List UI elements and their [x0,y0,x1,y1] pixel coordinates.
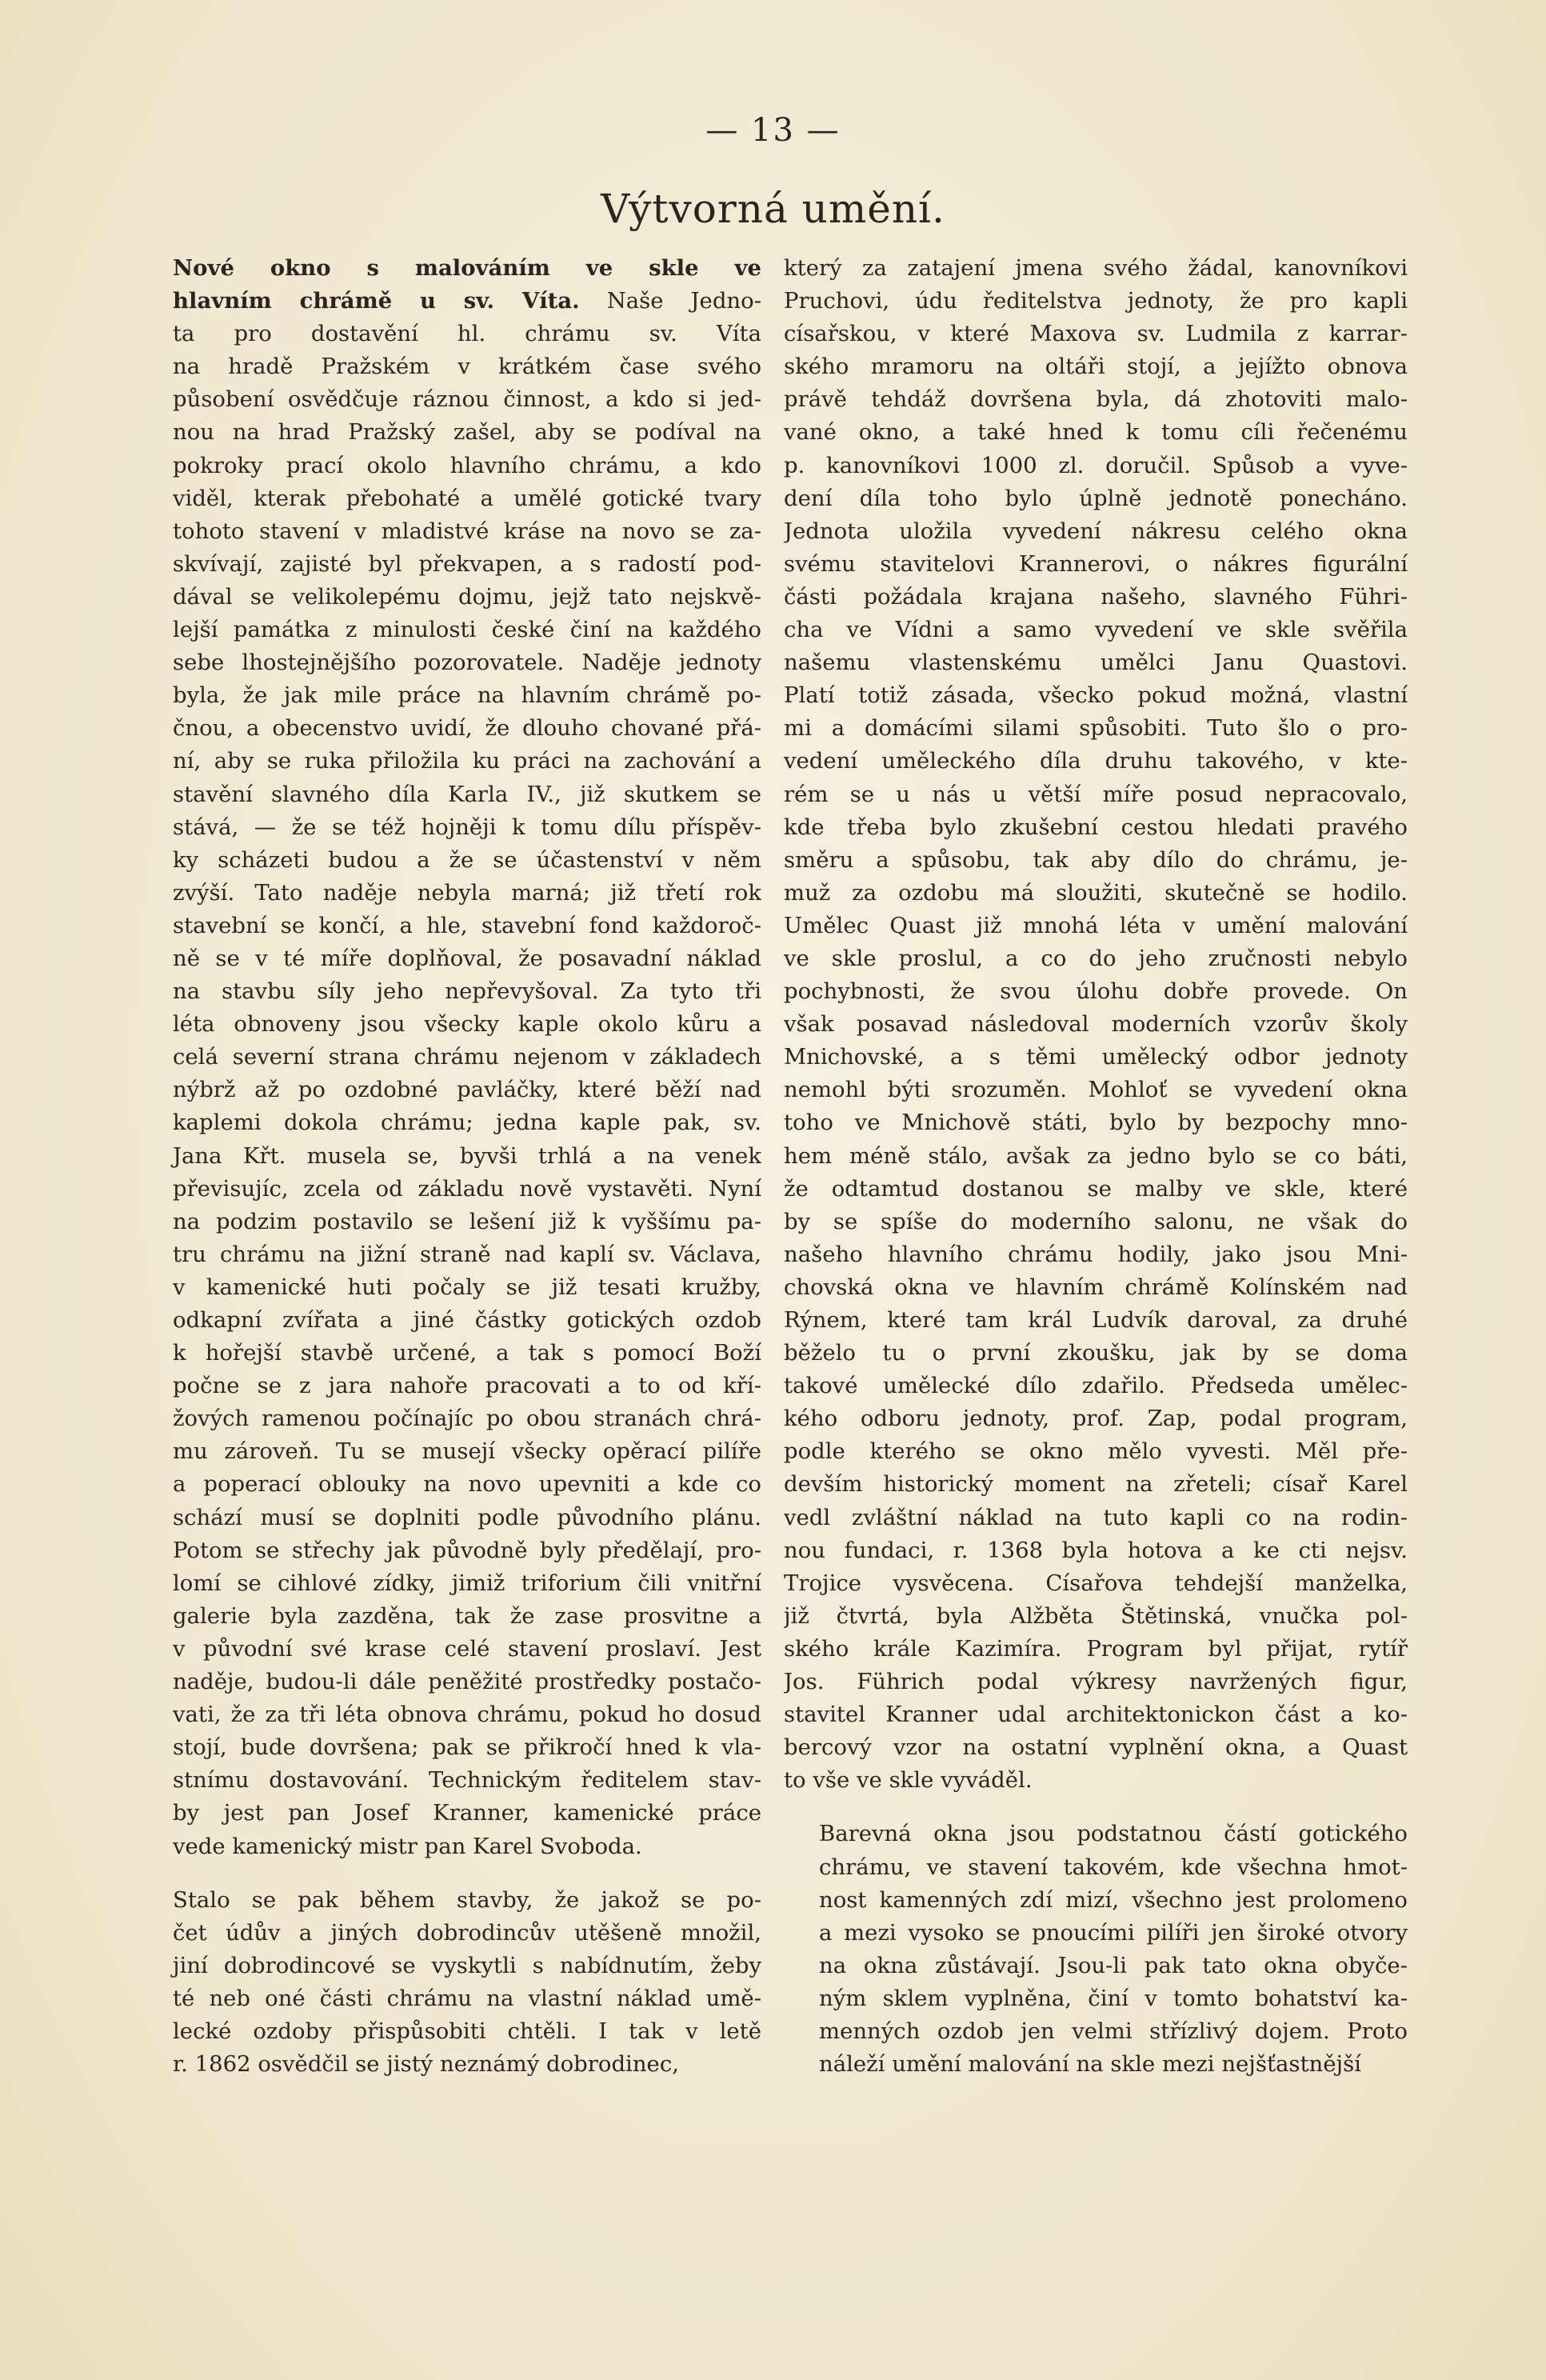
text-line: působení osvědčuje ráznou činnost, a kdo si jed- [173,386,761,413]
text-line: odkapní zvířata a jiné částky gotických ozdob [173,1307,761,1333]
text-line: nou fundaci, r. 1368 byla hotova a ke cti nejsv. [784,1537,1408,1563]
page-number: — 13 — [705,112,841,149]
text-line: hem méně stálo, avšak za jedno bylo se co báti, [784,1142,1408,1169]
text-line: cha ve Vídni a samo vyvedení ve skle svěřila [784,617,1408,643]
text-line: Jos. Führich podal výkresy navržených figur, [784,1669,1408,1695]
text-line: náleží umění malování na skle mezi nejšťastnější [819,2051,1361,2078]
text-line: nost kamenných zdí mizí, všechno jest prolomeno [819,1886,1408,1913]
text-line: našemu vlastenskému umělci Janu Quastovi. [784,650,1408,676]
text-line: vedl zvláštní náklad na tuto kapli co na rodin- [784,1504,1408,1530]
text-line: ta pro dostavění hl. chrámu sv. Víta [173,321,761,347]
text-line: Rýnem, které tam král Ludvík daroval, za druhé [784,1307,1408,1333]
text-line: menných ozdob jen velmi střízlivý dojem. Proto [819,2018,1408,2044]
text-line: ve skle proslul, a co do jeho zručnosti nebylo [784,945,1408,971]
text-line: Potom se střechy jak původně byly předělají, pro- [173,1537,761,1563]
text-line: to vše ve skle vyváděl. [784,1767,1033,1794]
text-line: v kamenické huti počaly se již tesati kružby, [173,1274,761,1300]
text-line: převisujíc, zcela od základu nově vystavěti. Nyní [173,1175,761,1202]
text-line: a poperací oblouky na novo upevniti a kde co [173,1471,761,1498]
text-line: schází musí se doplniti podle původního plánu. [173,1504,761,1530]
text-line: pokroky prací okolo hlavního chrámu, a kdo [173,452,761,478]
text-line: byla, že jak mile práce na hlavním chrámě po- [173,682,761,709]
text-line: lecké ozdoby přispůsobiti chtěli. I tak v letě [173,2018,761,2044]
text-line: ní, aby se ruka přiložila ku práci na zachování a [173,748,761,774]
text-line: na podzim postavilo se lešení již k vyššímu pa- [173,1208,761,1234]
text-line: jiní dobrodincové se vyskytli s nabídnutím, žeby [173,1952,761,1978]
text-line: ně se v té míře doplňoval, že posavadní náklad [173,945,761,971]
text-line: mi a domácími silami spůsobiti. Tuto šlo o pro- [784,715,1408,742]
text-line: by jest pan Josef Kranner, kamenické práce [173,1800,761,1826]
text-line: sebe lhostejnějšího pozorovatele. Naděje jednoty [173,650,761,676]
text-line: bercový vzor na ostatní vyplnění okna, a Quast [784,1734,1408,1761]
text-line: a mezi vysoko se pnoucími pilíři jen široké otvory [819,1919,1408,1946]
text-line: naděje, budou-li dále peněžité prostředky postačo- [173,1669,761,1695]
text-line: stává, — že se též hojněji k tomu dílu příspěv- [173,814,761,840]
text-line: ným sklem vyplněna, činí v tomto bohatství ka- [819,1985,1408,2011]
text-line: který za zatajení jmena svého žádal, kanovníkovi [784,255,1408,281]
text-line: lomí se cihlové zídky, jimiž triforium čili vnitřní [173,1570,761,1596]
text-line: právě tehdáž dovršena byla, dá zhotoviti malo- [784,386,1408,413]
text-line: stojí, bude dovršena; pak se přikročí hned k vla- [173,1734,761,1761]
text-line: na stavbu síly jeho nepřevyšoval. Za tyto tři [173,978,761,1005]
text-line: chrámu, ve stavení takovém, kde všechna hmot- [819,1854,1408,1880]
text-line: toho ve Mnichově státi, bylo by bezpochy mno- [784,1110,1408,1136]
text-line: vede kamenický mistr pan Karel Svoboda. [173,1833,642,1859]
right-column [784,252,1408,2081]
text-line: r. 1862 osvědčil se jistý neznámý dobrodinec, [173,2051,679,2078]
text-line: kde třeba bylo zkušební cestou hledati pravého [784,814,1408,840]
text-line: v původní své krase celé stavení proslaví. Jest [173,1635,761,1662]
text-line: však posavad následoval moderních vzorův školy [784,1011,1408,1038]
left-column [138,252,761,2081]
text-line: zvýší. Tato naděje nebyla marná; již třetí rok [173,879,761,906]
text-line: Umělec Quast již mnohá léta v umění malování [784,912,1408,938]
text-line: Mnichovské, a s těmi umělecký odbor jednoty [784,1044,1408,1070]
text-line: našeho hlavního chrámu hodily, jako jsou Mni- [784,1241,1408,1267]
text-line: lejší památka z minulosti české činí na každého [173,617,761,643]
article-paragraph-2 [138,1884,761,2082]
text-line: muž za ozdobu má sloužiti, skutečně se hodilo. [784,879,1408,906]
text-line: pochybnosti, že svou úlohu dobře provede. On [784,978,1408,1005]
text-line: čnou, a obecenstvo uvidí, že dlouho chované přá- [173,715,761,742]
text-line: části požádala krajana našeho, slavného Führi- [784,583,1408,610]
text-line: k hořejší stavbě určené, a tak s pomocí Boží [173,1340,761,1366]
text-line: ského krále Kazimíra. Program byl přijat, rytíř [784,1635,1408,1662]
text-line: na hradě Pražském v krátkém čase svého [173,354,761,380]
text-line: stnímu dostavování. Technickým ředitelem stav- [173,1767,761,1794]
text-line: galerie byla zazděna, tak že zase prosvitne a [173,1602,761,1629]
text-line: ského mramoru na oltáři stojí, a jejížto obnova [784,354,1408,380]
text-line: že odtamtud dostanou se malby ve skle, které [784,1175,1408,1202]
text-line: Nové okno s malováním ve skle ve [173,255,761,281]
text-line: dával se velikolepému dojmu, jejž tato nejskvě- [173,583,761,610]
text-line: devším historický moment na zřeteli; císař Karel [784,1471,1408,1498]
text-line: skvívají, zajisté byl překvapen, a s radostí pod- [173,550,761,577]
text-line: Pruchovi, údu ředitelstva jednoty, že pro kapli [784,288,1408,314]
text-line: hlavním chrámě u sv. Víta. Naše Jedno- [173,288,761,314]
text-line: takové umělecké dílo zdařilo. Předseda umělec- [784,1373,1408,1399]
text-line: Platí totiž zásada, všecko pokud možná, vlastní [784,682,1408,709]
text-line: počne se z jara nahoře pracovati a to od kří- [173,1373,761,1399]
article-paragraph-1 [138,252,761,1863]
text-line: Stalo se pak během stavby, že jakož se po- [173,1886,761,1913]
text-line: mu zároveň. Tu se musejí všecky opěrací pilíře [173,1438,761,1465]
text-line: té neb oné části chrámu na vlastní náklad umě- [173,1985,761,2011]
text-line: kého odboru jednoty, prof. Zap, podal program, [784,1406,1408,1432]
article-paragraph-3 [784,1818,1408,2081]
text-line: nemohl býti srozuměn. Mohloť se vyvedení okna [784,1077,1408,1103]
text-line: nýbrž až po ozdobné pavláčky, které běží nad [173,1077,761,1103]
text-line: celá severní strana chrámu nejenom v základech [173,1044,761,1070]
text-line: Trojice vysvěcena. Císařova tehdejší manželka, [784,1570,1408,1596]
text-line: vati, že za tři léta obnova chrámu, pokud ho dosud [173,1702,761,1728]
text-line: p. kanovníkovi 1000 zl. doručil. Spůsob a vyve- [784,452,1408,478]
text-line: již čtvrtá, byla Alžběta Štětinská, vnučka pol- [784,1602,1408,1629]
text-line: běželo tu o první zkoušku, jak by se doma [784,1340,1408,1366]
text-line: stavitel Kranner udal architektonickon část a ko- [784,1702,1408,1728]
text-line: vané okno, a také hned k tomu cíli řečenému [784,419,1408,446]
text-line: kaplemi dokola chrámu; jedna kaple pak, sv. [173,1110,761,1136]
text-line: nou na hrad Pražský zašel, aby se podíval na [173,419,761,446]
text-line: vedení uměleckého díla druhu takového, v kte- [784,748,1408,774]
text-line: svému stavitelovi Krannerovi, o nákres figurální [784,550,1408,577]
article-paragraph-continued [784,252,1408,1797]
text-line: podle kterého se okno mělo vyvesti. Měl pře- [784,1438,1408,1465]
text-line: stavění slavného díla Karla IV., již skutkem se [173,781,761,807]
section-title: Výtvorná umění. [601,186,945,232]
text-line: chovská okna ve hlavním chrámě Kolínském nad [784,1274,1408,1300]
text-line: Barevná okna jsou podstatnou částí gotického [819,1821,1408,1847]
text-line: léta obnoveny jsou všecky kaple okolo kůru a [173,1011,761,1038]
text-line: Jana Křt. musela se, byvši trhlá a na venek [173,1142,761,1169]
text-line: na okna zůstávají. Jsou-li pak tato okna obyče- [819,1952,1408,1978]
text-line: tru chrámu na jižní straně nad kaplí sv. Václava, [173,1241,761,1267]
text-line: dení díla toho bylo úplně jednotě ponecháno. [784,485,1408,511]
text-line: směru a spůsobu, tak aby dílo do chrámu, je- [784,846,1408,873]
text-line: císařskou, v které Maxova sv. Ludmila z karrar- [784,321,1408,347]
text-line: stavební se končí, a hle, stavební fond každoroč- [173,912,761,938]
text-line: rém se u nás u větší míře posud nepracovalo, [784,781,1408,807]
text-line: Jednota uložila vyvedení nákresu celého okna [784,518,1408,544]
text-line: by se spíše do moderního salonu, ne však do [784,1208,1408,1234]
text-line: tohoto stavení v mladistvé kráse na novo se za- [173,518,761,544]
text-line: viděl, kterak přebohaté a umělé gotické tvary [173,485,761,511]
text-line: ky scházeti budou a že se účastenství v něm [173,846,761,873]
text-line: čet údův a jiných dobrodincův utěšeně množil, [173,1919,761,1946]
text-line: žových ramenou počínajíc po obou stranách chrá- [173,1406,761,1432]
